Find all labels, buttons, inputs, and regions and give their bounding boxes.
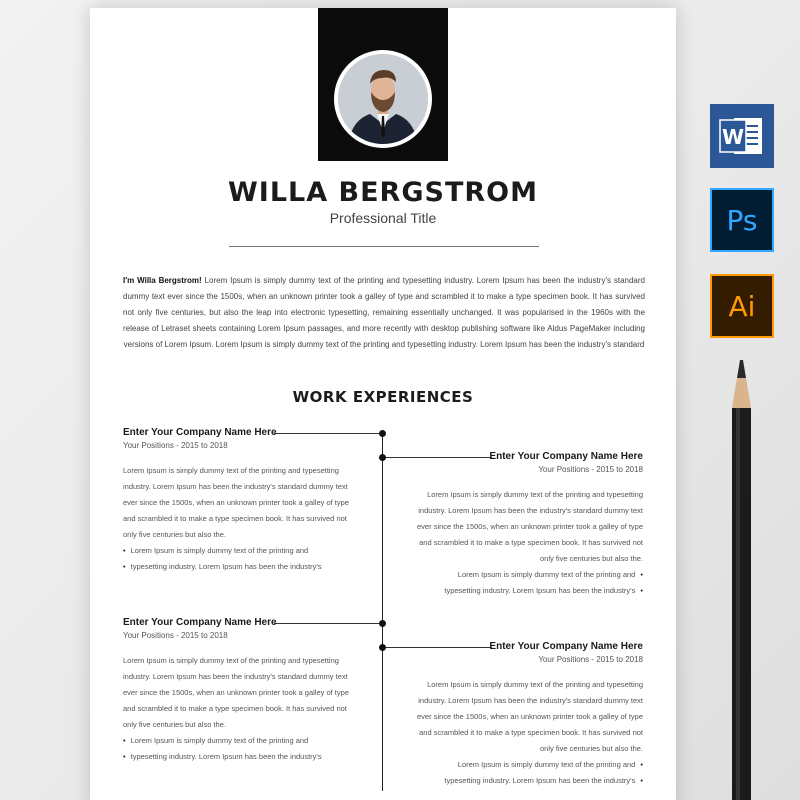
bullet-item: typesetting industry. Lorem Ipsum has been the industry's • (409, 583, 643, 599)
position-dates: Your Positions - 2015 to 2018 (123, 631, 228, 640)
avatar (334, 50, 432, 148)
intro-text: Lorem Ipsum is simply dummy text of the printing and typesetting industry. Lorem Ipsum has been the industry's standard dummy text ever since the 1500s, when an unknown printer took a galley of type and scrambled it to make a type specimen book. It has survived not only five centuries, but also the leap into electronic typesetting, remaining essentially unchanged. It was popularised in the 1960s with the release of Letraset sheets containing Lorem Ipsum passages, and more recently with desktop publishing software like Aldus PageMaker including versions of Lorem Ipsum. Lorem Ipsum is simply dummy text of the printing and typesetting industry. Lorem Ipsum has been the industry's standard (123, 276, 645, 349)
bullet-item: typesetting industry. Lorem Ipsum has been the industry's • (409, 773, 643, 789)
intro-paragraph (123, 273, 645, 353)
job-description: Lorem Ipsum is simply dummy text of the printing and typesetting industry. Lorem Ipsum has been the industry's standard dummy text ever since the 1500s, when an unknown printer took a galley of type and scrambled it to make a type specimen book. It has survived not only five centuries but also the. (123, 656, 349, 729)
section-title: WORK EXPERIENCES (292, 388, 474, 406)
intro-lead: I'm Willa Bergstrom! (123, 276, 202, 285)
timeline-dot (379, 620, 386, 627)
company-name: Enter Your Company Name Here (123, 617, 277, 628)
pencil-decoration (726, 360, 760, 800)
word-icon-label: W (721, 125, 745, 149)
professional-title: Professional Title (329, 210, 437, 226)
bullet-item: • Lorem Ipsum is simply dummy text of the printing and (123, 543, 357, 559)
word-icon (710, 104, 774, 168)
company-name: Enter Your Company Name Here (123, 427, 277, 438)
experience-item (123, 617, 357, 765)
bullet-item: • typesetting industry. Lorem Ipsum has been the industry's (123, 559, 357, 575)
illustrator-icon-label: Ai (728, 289, 756, 323)
photoshop-icon (710, 188, 774, 252)
timeline-dot (379, 430, 386, 437)
job-bullets (409, 567, 643, 599)
job-description: Lorem Ipsum is simply dummy text of the printing and typesetting industry. Lorem Ipsum has been the industry's standard dummy text ever since the 1500s, when an unknown printer took a galley of type and scrambled it to make a type specimen book. It has survived not only five centuries but also the. (417, 490, 643, 563)
experience-item (409, 641, 643, 789)
job-bullets (409, 757, 643, 789)
job-bullets (123, 733, 357, 765)
experience-item (123, 427, 357, 575)
bullet-item: • typesetting industry. Lorem Ipsum has been the industry's (123, 749, 357, 765)
position-dates: Your Positions - 2015 to 2018 (538, 465, 643, 474)
bullet-item: Lorem Ipsum is simply dummy text of the printing and • (409, 757, 643, 773)
job-description: Lorem Ipsum is simply dummy text of the printing and typesetting industry. Lorem Ipsum has been the industry's standard dummy text ever since the 1500s, when an unknown printer took a galley of type and scrambled it to make a type specimen book. It has survived not only five centuries but also the. (417, 680, 643, 753)
bullet-item: • Lorem Ipsum is simply dummy text of the printing and (123, 733, 357, 749)
illustrator-icon (710, 274, 774, 338)
company-name: Enter Your Company Name Here (489, 451, 643, 462)
job-description: Lorem Ipsum is simply dummy text of the printing and typesetting industry. Lorem Ipsum has been the industry's standard dummy text ever since the 1500s, when an unknown printer took a galley of type and scrambled it to make a type specimen book. It has survived not only five centuries but also the. (123, 466, 349, 539)
photoshop-icon-label: Ps (726, 203, 758, 237)
experience-item (409, 451, 643, 599)
divider (229, 246, 539, 247)
position-dates: Your Positions - 2015 to 2018 (538, 655, 643, 664)
job-bullets (123, 543, 357, 575)
photo-band (318, 8, 448, 161)
timeline-line (382, 433, 383, 791)
portrait-image (338, 54, 428, 144)
timeline-dot (379, 454, 386, 461)
resume-name: WILLA BERGSTROM (228, 177, 538, 208)
bullet-item: Lorem Ipsum is simply dummy text of the printing and • (409, 567, 643, 583)
company-name: Enter Your Company Name Here (489, 641, 643, 652)
resume-page (90, 8, 676, 800)
position-dates: Your Positions - 2015 to 2018 (123, 441, 228, 450)
timeline-dot (379, 644, 386, 651)
